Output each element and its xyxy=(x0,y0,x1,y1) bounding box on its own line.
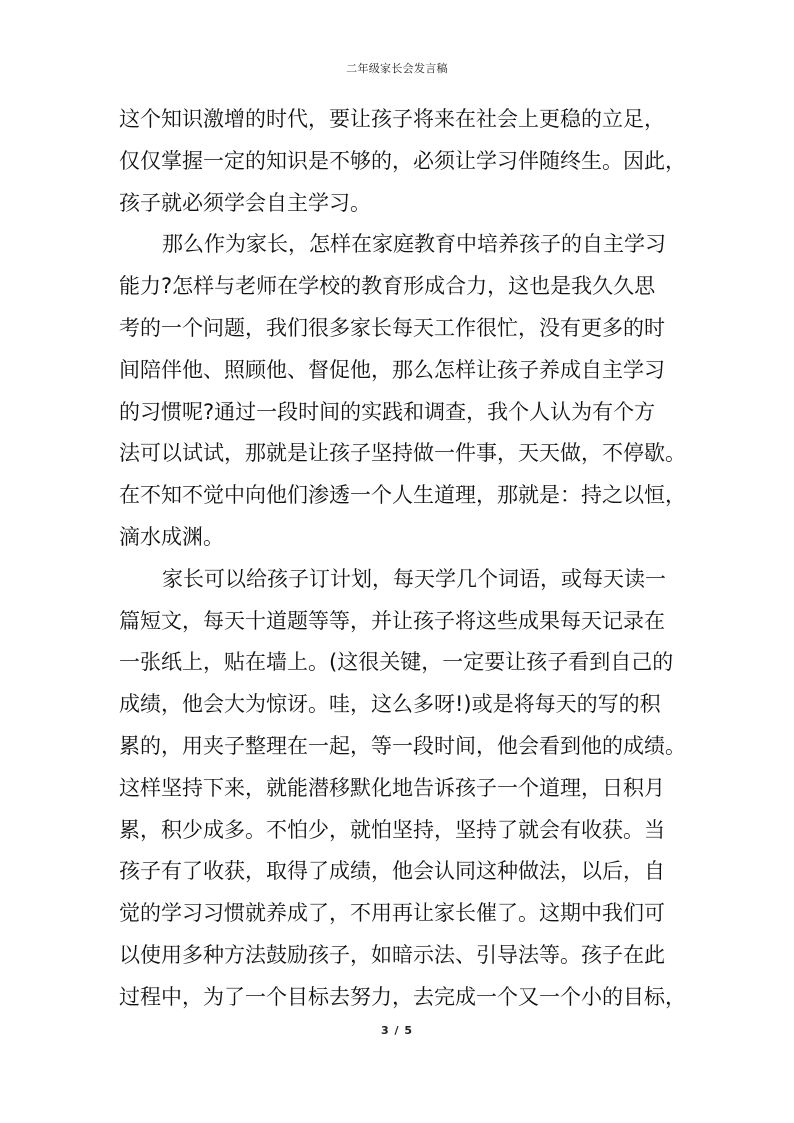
text-line: 以使用多种方法鼓励孩子，如暗示法、引导法等。孩子在此 xyxy=(119,942,665,967)
text-line: 这个知识激增的时代，要让孩子将来在社会上更稳的立足， xyxy=(119,107,665,131)
page-number: 3 / 5 xyxy=(381,1024,413,1037)
text-line: 过程中，为了一个目标去努力，去完成一个又一个小的目标， xyxy=(119,984,686,1009)
document-body xyxy=(119,100,685,1020)
text-line: 仅仅掌握一定的知识是不够的，必须让学习伴随终生。因此， xyxy=(119,148,686,173)
text-line: 在不知不觉中向他们渗透一个人生道理，那就是：持之以恒， xyxy=(119,483,686,508)
text-line: 篇短文，每天十道题等等，并让孩子将这些成果每天记录在 xyxy=(119,608,665,633)
text-line: 考的一个问题，我们很多家长每天工作很忙，没有更多的时 xyxy=(119,315,665,340)
page-header: 二年级家长会发言稿 xyxy=(346,62,448,75)
text-line: 法可以试试，那就是让孩子坚持做一件事，天天做，不停歇。 xyxy=(119,441,686,466)
text-line: 间陪伴他、照顾他、督促他，那么怎样让孩子养成自主学习 xyxy=(119,357,665,382)
text-line: 孩子有了收获，取得了成绩，他会认同这种做法，以后，自 xyxy=(119,859,665,884)
text-line: 一张纸上，贴在墙上。(这很关键，一定要让孩子看到自己的 xyxy=(119,650,674,675)
text-line: 滴水成渊。 xyxy=(119,524,224,549)
text-line: 累，积少成多。不怕少，就怕坚持，坚持了就会有收获。当 xyxy=(119,817,665,842)
text-line: 觉的学习习惯就养成了，不用再让家长催了。这期中我们可 xyxy=(119,901,665,926)
text-line: 的习惯呢?通过一段时间的实践和调查，我个人认为有个方 xyxy=(119,399,656,424)
text-line: 成绩，他会大为惊讶。哇，这么多呀!)或是将每天的写的积 xyxy=(119,692,661,717)
text-line: 这样坚持下来，就能潜移默化地告诉孩子一个道理，日积月 xyxy=(119,775,665,800)
text-line: 能力?怎样与老师在学校的教育形成合力，这也是我久久思 xyxy=(119,274,656,299)
text-line: 累的，用夹子整理在一起，等一段时间，他会看到他的成绩。 xyxy=(119,733,686,758)
paragraph-first-line: 家长可以给孩子订计划，每天学几个词语，或每天读一 xyxy=(162,566,666,591)
paragraph-first-line: 那么作为家长，怎样在家庭教育中培养孩子的自主学习 xyxy=(162,232,666,257)
text-line: 孩子就必须学会自主学习。 xyxy=(119,190,371,215)
